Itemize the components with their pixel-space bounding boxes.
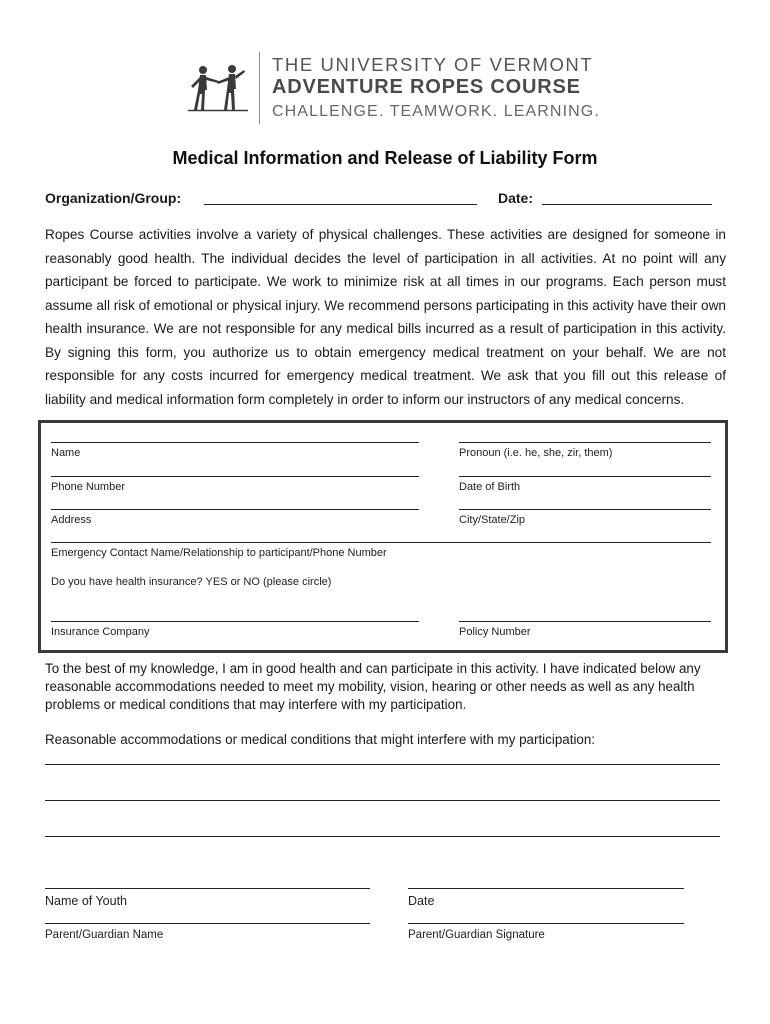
date-label: Date: xyxy=(498,190,534,206)
guardian-signature-field[interactable] xyxy=(408,923,684,941)
date-field[interactable] xyxy=(542,204,712,205)
emergency-contact-field[interactable] xyxy=(51,542,711,559)
logo-tagline: CHALLENGE. TEAMWORK. LEARNING. xyxy=(272,103,600,120)
logo-university-name: THE UNIVERSITY OF VERMONT xyxy=(272,54,594,75)
organization-field[interactable] xyxy=(204,204,477,205)
pronoun-label: Pronoun (i.e. he, she, zir, them) xyxy=(459,447,613,459)
dob-label: Date of Birth xyxy=(459,481,521,493)
address-label: Address xyxy=(51,514,92,526)
signature-date-line[interactable] xyxy=(408,888,684,889)
dob-field[interactable] xyxy=(459,476,711,493)
consent-paragraph: To the best of my knowledge, I am in good health and can participate in this activity. I have indicated below any reasonable accommodations needed to meet my mobility, vision, hearing or other needs as well as any health problems or medical conditions that may interfere with my participation. xyxy=(45,661,701,712)
intro-paragraph: Ropes Course activities involve a variety of physical challenges. These activities are designed for someone in reasonably good health. The individual decides the level of participation in all activities. At no point will any participant be forced to participate. We work to minimize risk at all times in our programs. Each person must assume all risk of emotional or physical injury. We recommend persons participating in this activity have their own health insurance. We are not responsible for any medical bills incurred as a result of participation in this activity. By signing this form, you authorize us to obtain emergency medical treatment on your behalf. We are not responsible for any costs incurred for emergency medical treatment. We ask that you fill out this release of liability and medical information form completely in order to inform our instructors of any medical concerns. xyxy=(45,227,726,407)
guardian-name-label: Parent/Guardian Name xyxy=(45,929,164,941)
phone-field[interactable] xyxy=(51,476,419,493)
insurance-company-label: Insurance Company xyxy=(51,626,150,638)
logo-program-name: ADVENTURE ROPES COURSE xyxy=(272,76,581,98)
page-title: Medical Information and Release of Liability Form xyxy=(172,148,598,168)
insurance-company-line[interactable] xyxy=(51,621,419,622)
address-line[interactable] xyxy=(51,509,419,510)
youth-name-line[interactable] xyxy=(45,888,370,889)
accommodations-line[interactable] xyxy=(45,764,720,765)
guardian-name-line[interactable] xyxy=(45,923,370,924)
insurance-company-field[interactable] xyxy=(51,621,419,638)
address-field[interactable] xyxy=(51,509,419,526)
youth-name-label: Name of Youth xyxy=(45,894,128,908)
name-line[interactable] xyxy=(51,442,419,443)
phone-label: Phone Number xyxy=(51,481,125,493)
signature-date-label: Date xyxy=(408,894,435,908)
accommodations-label: Reasonable accommodations or medical conditions that might interfere with my participation: xyxy=(45,732,596,747)
city-state-zip-line[interactable] xyxy=(459,509,711,510)
name-field[interactable] xyxy=(51,442,419,459)
phone-line[interactable] xyxy=(51,476,419,477)
accommodations-line[interactable] xyxy=(45,800,720,801)
guardian-name-field[interactable] xyxy=(45,923,370,941)
policy-number-line[interactable] xyxy=(459,621,711,622)
signature-date-field[interactable] xyxy=(408,888,684,908)
accommodations-line[interactable] xyxy=(45,836,720,837)
logo-divider xyxy=(259,52,260,124)
emergency-contact-line[interactable] xyxy=(51,542,711,543)
pronoun-line[interactable] xyxy=(459,442,711,443)
ropes-course-figures-icon xyxy=(186,64,250,112)
guardian-signature-line[interactable] xyxy=(408,923,684,924)
health-insurance-question[interactable]: Do you have health insurance? YES or NO (please circle) xyxy=(51,576,332,588)
city-state-zip-label: City/State/Zip xyxy=(459,514,526,526)
youth-name-field[interactable] xyxy=(45,888,370,908)
logo xyxy=(186,50,606,128)
policy-number-label: Policy Number xyxy=(459,626,531,638)
emergency-contact-label: Emergency Contact Name/Relationship to participant/Phone Number xyxy=(51,547,387,559)
city-state-zip-field[interactable] xyxy=(459,509,711,526)
participant-info-box xyxy=(38,420,728,653)
name-label: Name xyxy=(51,447,81,459)
pronoun-field[interactable] xyxy=(459,442,711,459)
dob-line[interactable] xyxy=(459,476,711,477)
organization-label: Organization/Group: xyxy=(45,190,182,206)
policy-number-field[interactable] xyxy=(459,621,711,638)
guardian-signature-label: Parent/Guardian Signature xyxy=(408,929,545,941)
